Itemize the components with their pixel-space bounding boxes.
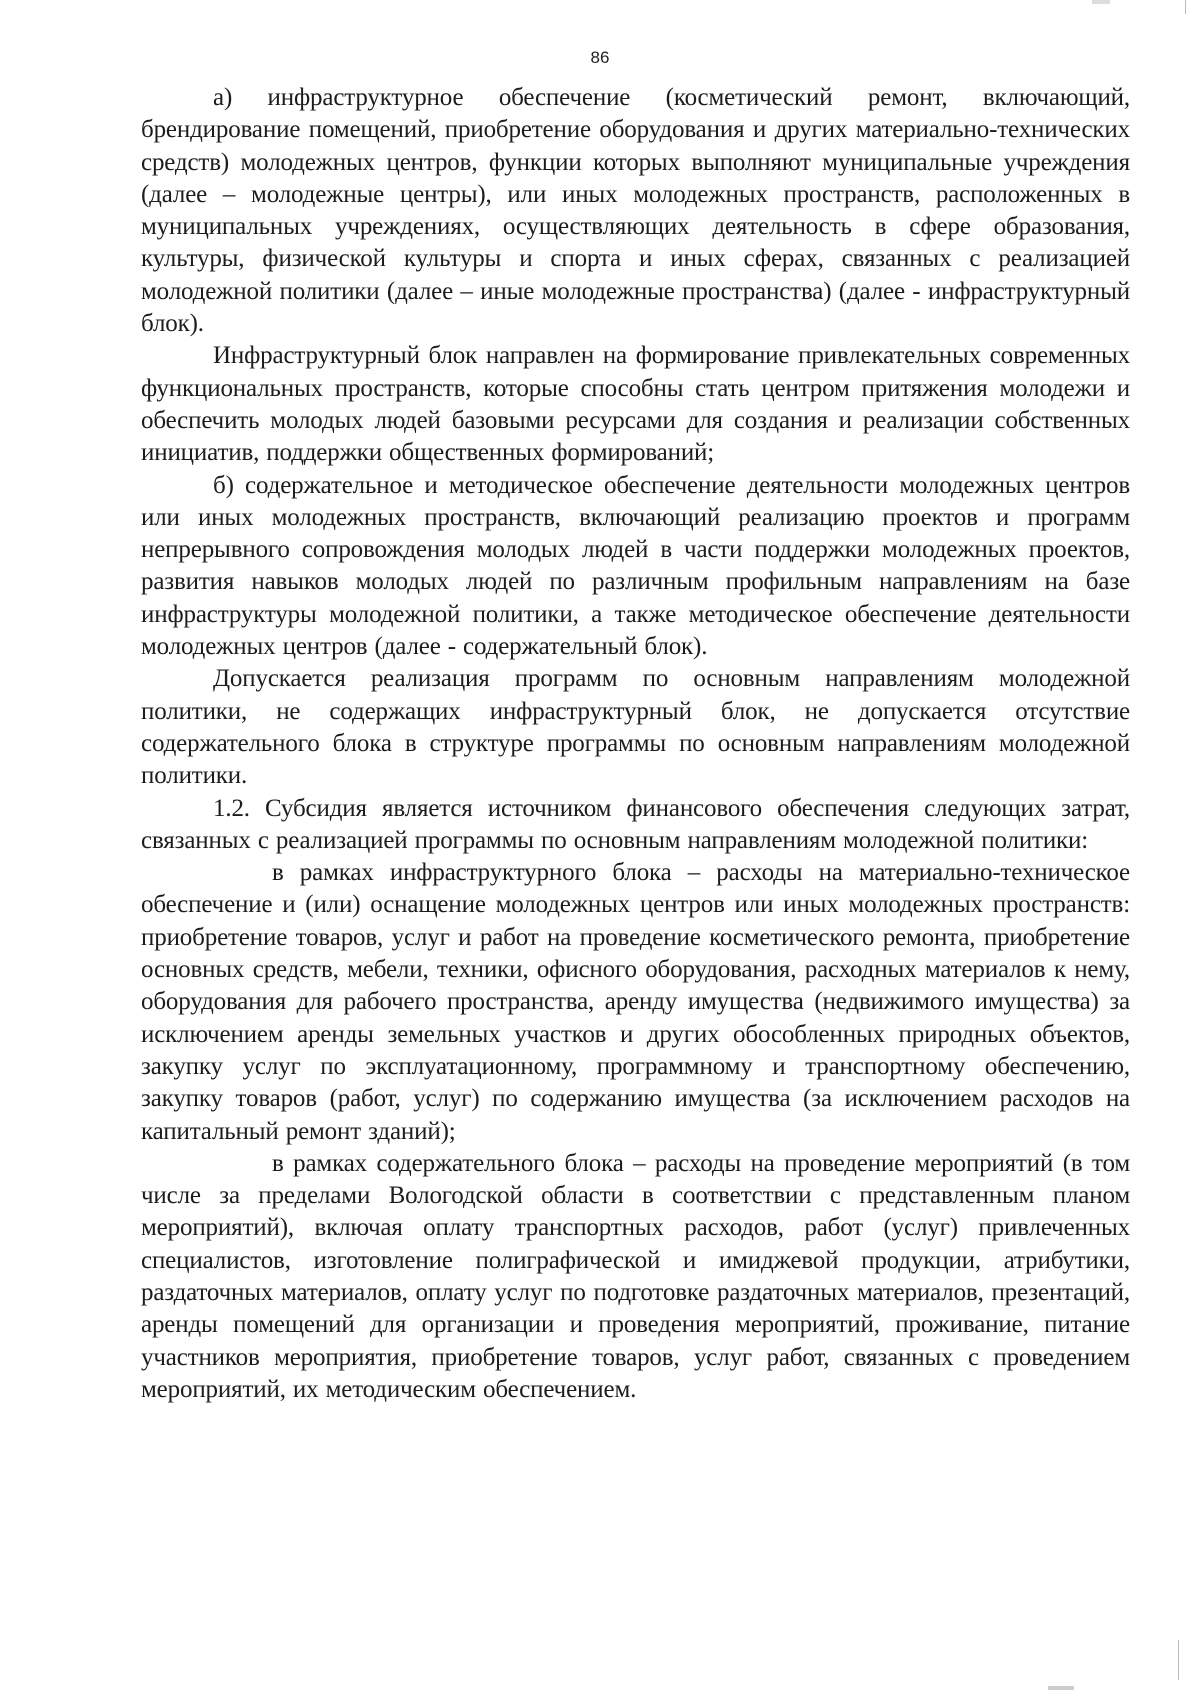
paragraph-content-expenses: в рамках содержательного блока – расходы на проведение мероприятий (в том числе за пределами Вологодской области в соответствии с представленным планом мероприятий), включая оплату транспортных расходов, работ (услуг) привлеченных специалистов, изготовление полиграфической и имиджевой продукции, атрибутики, раздаточных материалов, оплату услуг по подготовке раздаточных материалов, презентаций, аренды помещений для организации и проведения мероприятий, проживание, питание участников мероприятия, приобретение товаров, услуг работ, связанных с проведением мероприятий, их методическим обеспечением.: [141, 1149, 1130, 1403]
paragraph-content-support: б) содержательное и методическое обеспечение деятельности молодежных центров или иных молодежных пространств, включающий реализацию проектов и программ непрерывного сопровождения молодых людей в части поддержки молодежных проектов, развития навыков молодых людей по различным профильным направлениям на базе инфраструктуры молодежной политики, а также методическое обеспечение деятельности молодежных центров (далее - содержательный блок).: [141, 471, 1130, 661]
paragraph-infrastructure-expenses: в рамках инфраструктурного блока – расходы на материально-техническое обеспечение и (или) оснащение молодежных центров или иных молодежных пространств: приобретение товаров, услуг и работ на проведение косметического ремонта, приобретение основных средств, мебели, техники, офисного оборудования, расходных материалов к нему, оборудования для рабочего пространства, аренду имущества (недвижимого имущества) за исключением аренды земельных участков и других обособленных природных объектов, закупку услуг по эксплуатационному, программному и транспортному обеспечению, закупку товаров (работ, услуг) по содержанию имущества (за исключением расходов на капитальный ремонт зданий);: [141, 859, 1130, 1145]
paragraph-subsidy-clause: 1.2. Субсидия является источником финансового обеспечения следующих затрат, связанных с реализацией программы по основным направлениям молодежной политики:: [141, 794, 1130, 854]
scan-mark-right-edge: [1178, 1640, 1179, 1680]
scan-mark-top-right-2: [1092, 0, 1110, 4]
document-body: [141, 82, 1130, 1406]
scan-mark-bottom-right: [1048, 1686, 1074, 1690]
paragraph-program-requirements: Допускается реализация программ по основным направлениям молодежной политики, не содержащих инфраструктурный блок, не допускается отсутствие содержательного блока в структуре программы по основным направлениям молодежной политики.: [141, 665, 1130, 790]
page-number: 86: [590, 48, 610, 67]
scan-mark-top-right: [1185, 0, 1186, 14]
paragraph-infrastructure-block-purpose: Инфраструктурный блок направлен на формирование привлекательных современных функциональных пространств, которые способны стать центром притяжения молодежи и обеспечить молодых людей базовыми ресурсами для создания и реализации собственных инициатив, поддержки общественных формирований;: [141, 342, 1130, 467]
paragraph-infrastructure-support: а) инфраструктурное обеспечение (косметический ремонт, включающий, брендирование помещений, приобретение оборудования и других материально-технических средств) молодежных центров, функции которых выполняют муниципальные учреждения (далее – молодежные центры), или иных молодежных пространств, расположенных в муниципальных учреждениях, осуществляющих деятельность в сфере образования, культуры, физической культуры и спорта и иных сферах, связанных с реализацией молодежной политики (далее – иные молодежные пространства) (далее - инфраструктурный блок).: [141, 84, 1130, 338]
